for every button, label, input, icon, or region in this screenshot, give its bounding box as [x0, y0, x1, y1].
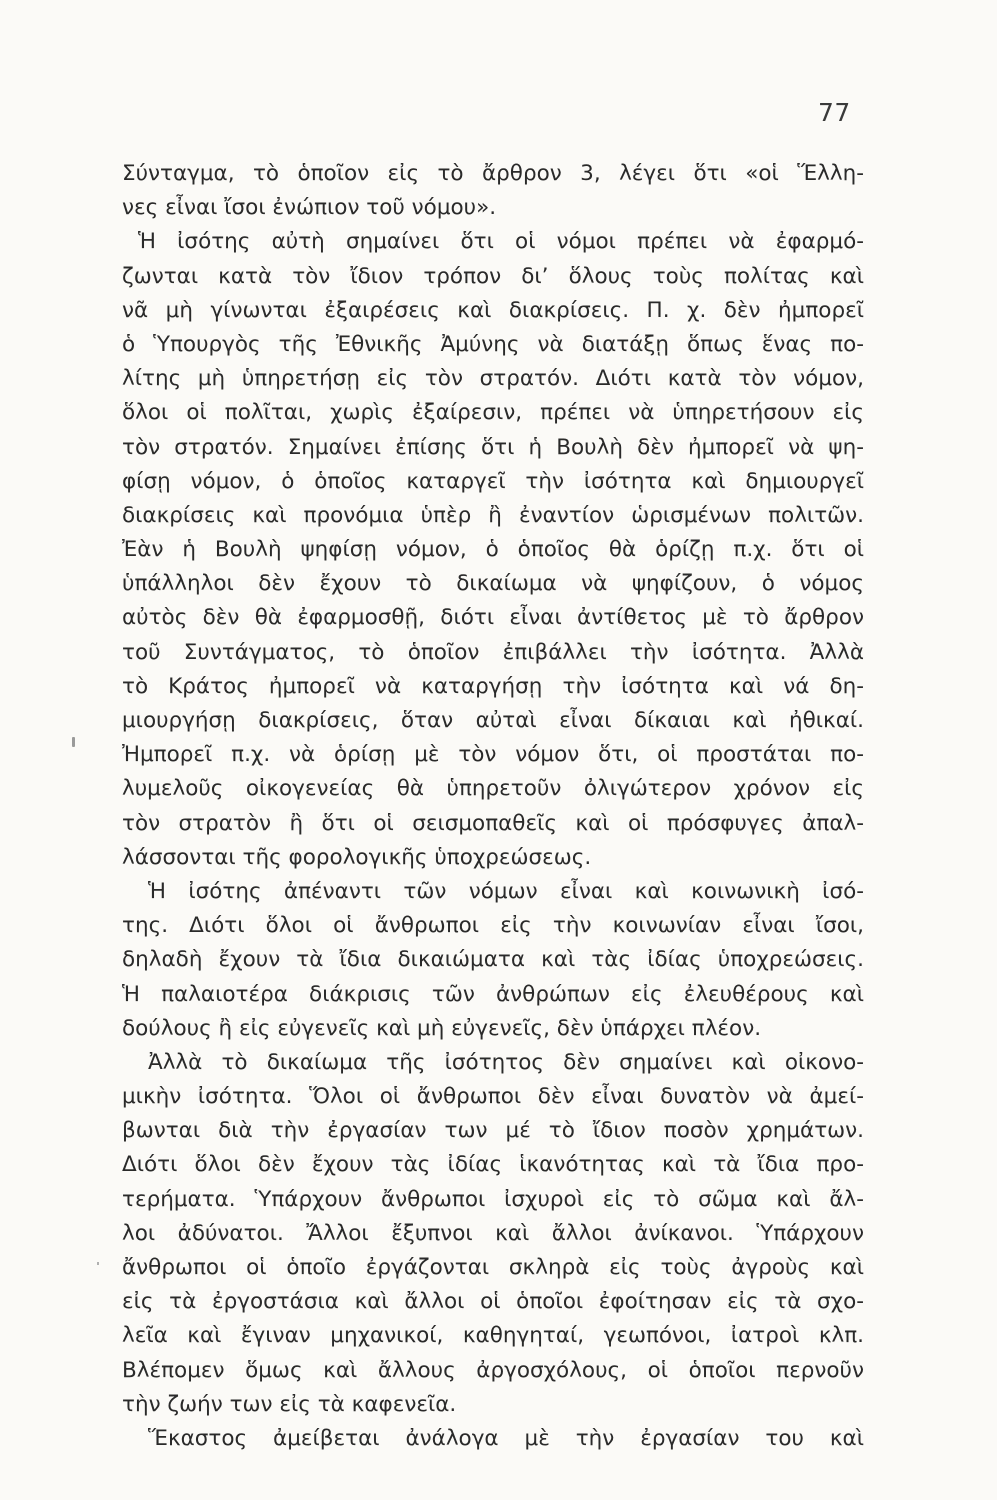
- text-line: τερήματα. Ὑπάρχουν ἄνθρωποι ἰσχυροὶ εἰς τὸ σῶμα καὶ ἄλ-: [122, 1186, 864, 1212]
- text-line: λεῖα καὶ ἔγιναν μηχανικοί, καθηγηταί, γεωπόνοι, ἰατροὶ κλπ.: [122, 1323, 864, 1349]
- text-line: τὸ Κράτος ἠμπορεῖ νὰ καταργήσῃ τὴν ἰσότητα καὶ νά δη-: [122, 673, 864, 699]
- text-line: ἄνθρωποι οἱ ὁποῖο ἐργάζονται σκληρὰ εἰς τοὺς ἀγροὺς καὶ: [122, 1255, 864, 1280]
- margin-speck: [97, 1262, 99, 1265]
- text-line: Ἡ παλαιοτέρα διάκρισις τῶν ἀνθρώπων εἰς ἐλευθέρους καὶ: [122, 981, 864, 1007]
- text-line: μιουργήσῃ διακρίσεις, ὅταν αὐταὶ εἶναι δίκαιαι καὶ ἠθικαί.: [122, 708, 864, 733]
- text-line: αὐτὸς δὲν θὰ ἐφαρμοσθῇ, διότι εἶναι ἀντίθετος μὲ τὸ ἄρθρον: [122, 605, 864, 631]
- text-line: μικὴν ἰσότητα. Ὅλοι οἱ ἄνθρωποι δὲν εἶναι δυνατὸν νὰ ἀμεί-: [122, 1084, 864, 1110]
- text-line: τοῦ Συντάγματος, τὸ ὁποῖον ἐπιβάλλει τὴν ἰσότητα. Ἀλλὰ: [122, 639, 864, 665]
- text-line: βωνται διὰ τὴν ἐργασίαν των μέ τὸ ἴδιον ποσὸν χρημάτων.: [122, 1118, 864, 1144]
- page-number: 77: [818, 98, 851, 127]
- text-line: τὴν ζωήν των εἰς τὰ καφενεῖα.: [122, 1391, 457, 1417]
- margin-mark: [72, 737, 75, 747]
- text-line: Βλέπομεν ὅμως καὶ ἄλλους ἀργοσχόλους, οἱ ὁποῖοι περνοῦν: [122, 1357, 864, 1383]
- text-line: της. Διότι ὅλοι οἱ ἄνθρωποι εἰς τὴν κοινωνίαν εἶναι ἴσοι,: [122, 913, 864, 939]
- text-line: φίσῃ νόμον, ὁ ὁποῖος καταργεῖ τὴν ἰσότητα καὶ δημιουργεῖ: [122, 468, 864, 494]
- text-line: Ἡ ἰσότης αὐτὴ σημαίνει ὅτι οἱ νόμοι πρέπει νὰ ἐφαρμό-: [138, 229, 864, 255]
- text-line: δηλαδὴ ἔχουν τὰ ἴδια δικαιώματα καὶ τὰς ἰδίας ὑποχρεώσεις.: [122, 947, 864, 973]
- text-line: λάσσονται τῆς φορολογικῆς ὑποχρεώσεως.: [122, 844, 592, 870]
- text-line: εἰς τὰ ἐργοστάσια καὶ ἄλλοι οἱ ὁποῖοι ἐφοίτησαν εἰς τὰ σχο-: [122, 1289, 864, 1315]
- text-line: Σύνταγμα, τὸ ὁποῖον εἰς τὸ ἄρθρον 3, λέγει ὅτι «οἱ Ἕλλη-: [122, 161, 864, 186]
- text-line: λίτης μὴ ὑπηρετήσῃ εἰς τὸν στρατόν. Διότι κατὰ τὸν νόμον,: [122, 366, 864, 392]
- text-line: Διότι ὅλοι δὲν ἔχουν τὰς ἰδίας ἱκανότητας καὶ τὰ ἴδια προ-: [122, 1152, 864, 1178]
- text-line: τὸν στρατόν. Σημαίνει ἐπίσης ὅτι ἡ Βουλὴ δὲν ἠμπορεῖ νὰ ψη-: [122, 434, 864, 460]
- text-line: ὁ Ὑπουργὸς τῆς Ἐθνικῆς Ἀμύνης νὰ διατάξῃ ὅπως ἕνας πο-: [122, 331, 864, 357]
- text-line: Ἕκαστος ἀμείβεται ἀνάλογα μὲ τὴν ἐργασίαν του καὶ: [148, 1425, 864, 1451]
- text-line: ὅλοι οἱ πολῖται, χωρὶς ἐξαίρεσιν, πρέπει νὰ ὑπηρετήσουν εἰς: [122, 400, 864, 426]
- text-line: Ἠμπορεῖ π.χ. νὰ ὁρίσῃ μὲ τὸν νόμον ὅτι, οἱ προστάται πο-: [122, 742, 864, 768]
- text-line: δούλους ἢ εἰς εὐγενεῖς καὶ μὴ εὐγενεῖς, δὲν ὑπάρχει πλέον.: [122, 1015, 762, 1041]
- text-line: διακρίσεις καὶ προνόμια ὑπὲρ ἢ ἐναντίον ὡρισμένων πολιτῶν.: [122, 502, 864, 528]
- text-line: Ἡ ἰσότης ἀπέναντι τῶν νόμων εἶναι καὶ κοινωνικὴ ἰσό-: [148, 878, 864, 904]
- text-line: τὸν στρατὸν ἢ ὅτι οἱ σεισμοπαθεῖς καὶ οἱ πρόσφυγες ἀπαλ-: [122, 810, 864, 836]
- text-line: ὑπάλληλοι δὲν ἔχουν τὸ δικαίωμα νὰ ψηφίζουν, ὁ νόμος: [122, 571, 864, 597]
- text-line: λοι ἀδύνατοι. Ἄλλοι ἔξυπνοι καὶ ἄλλοι ἀνίκανοι. Ὑπάρχουν: [122, 1220, 864, 1246]
- text-line: Ἐὰν ἡ Βουλὴ ψηφίσῃ νόμον, ὁ ὁποῖος θὰ ὁρίζῃ π.χ. ὅτι οἱ: [122, 537, 864, 563]
- text-line: λυμελοῦς οἰκογενείας θὰ ὑπηρετοῦν ὀλιγώτερον χρόνον εἰς: [122, 776, 864, 802]
- text-line: νᾶ μὴ γίνωνται ἐξαιρέσεις καὶ διακρίσεις. Π. χ. δὲν ἠμπορεῖ: [122, 297, 864, 323]
- body-text: [122, 157, 864, 1456]
- text-line: Ἀλλὰ τὸ δικαίωμα τῆς ἰσότητος δὲν σημαίνει καὶ οἰκονο-: [148, 1049, 864, 1075]
- text-line: ζωνται κατὰ τὸν ἴδιον τρόπον δι’ ὅλους τοὺς πολίτας καὶ: [122, 263, 864, 289]
- text-line: νες εἶναι ἴσοι ἐνώπιον τοῦ νόμου».: [122, 195, 497, 221]
